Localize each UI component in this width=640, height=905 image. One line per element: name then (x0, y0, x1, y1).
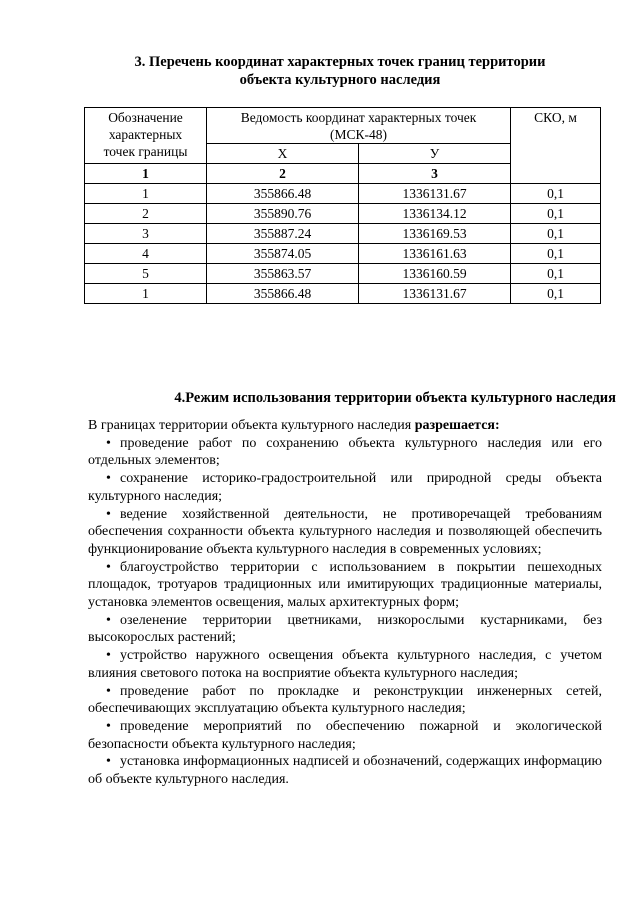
table-row (85, 244, 601, 264)
header-coordinates-line: (МСК-48) (330, 127, 387, 142)
bullet-icon: • (106, 683, 111, 699)
list-item-text: сохранение историко-градостроительной или природной среды объекта культурного наследия; (88, 471, 602, 504)
coordinates-table (84, 107, 601, 304)
section-4-title: 4.Режим использования территории объекта культурного наследия (174, 390, 616, 406)
list-item-text: устройство наружного освещения объекта культурного наследия, с учетом влияния светового потока на восприятие объекта культурного наследия; (88, 648, 602, 681)
bullet-icon: • (106, 718, 111, 734)
cell-sko: 0,1 (511, 244, 601, 264)
list-item (88, 470, 602, 505)
list-item (88, 559, 602, 612)
intro-bold-text: разрешается: (414, 418, 500, 433)
table-header-row (85, 108, 601, 144)
list-item-text: проведение мероприятий по обеспечению пожарной и экологической безопасности объекта культурного наследия; (88, 718, 602, 752)
table-row (85, 264, 601, 284)
header-y: У (359, 144, 511, 164)
list-item (88, 647, 602, 682)
bullet-icon: • (106, 754, 111, 770)
bullet-icon: • (106, 612, 111, 628)
cell-sko: 0,1 (511, 284, 601, 304)
header-coordinates-line: Ведомость координат характерных точек (240, 110, 477, 125)
table-row (85, 204, 601, 224)
list-item-text: проведение работ по сохранению объекта культурного наследия или его отдельных элементов; (88, 435, 602, 469)
bullet-icon: • (106, 648, 111, 664)
cell-point: 1 (85, 284, 207, 304)
cell-x: 355866.48 (207, 184, 359, 204)
list-item-text: установка информационных надписей и обозначений, содержащих информацию об объекте культурного наследия. (88, 754, 602, 788)
cell-point: 3 (85, 224, 207, 244)
header-coordinates (207, 108, 511, 144)
bullet-icon: • (106, 559, 111, 575)
cell-point: 4 (85, 244, 207, 264)
intro-paragraph (88, 417, 602, 435)
list-item-text: ведение хозяйственной деятельности, не противоречащей требованиям обеспечения сохранности объекта культурного наследия и позволяющей обеспечить функционирование объекта культурного наследия в современных условиях; (88, 506, 602, 557)
section-4-body (88, 417, 602, 789)
cell-sko: 0,1 (511, 184, 601, 204)
section-3-title-line-2: объекта культурного наследия (239, 72, 441, 88)
cell-x: 355890.76 (207, 204, 359, 224)
header-sko: СКО, м (511, 108, 601, 184)
list-item (88, 506, 602, 559)
table-row (85, 284, 601, 304)
cell-x: 355863.57 (207, 264, 359, 284)
column-number: 3 (359, 164, 511, 184)
header-points-line: точек границы (103, 144, 188, 159)
list-item (88, 683, 602, 718)
list-item-text: проведение работ по прокладке и реконструкции инженерных сетей, обеспечивающих эксплуатацию объекта культурного наследия; (88, 683, 602, 717)
intro-text: В границах территории объекта культурного наследия (88, 418, 415, 433)
cell-sko: 0,1 (511, 204, 601, 224)
list-item (88, 612, 602, 647)
bullet-icon: • (106, 435, 111, 451)
cell-y: 1336160.59 (359, 264, 511, 284)
cell-y: 1336131.67 (359, 284, 511, 304)
cell-point: 2 (85, 204, 207, 224)
section-3-title (60, 53, 620, 89)
table-row (85, 224, 601, 244)
cell-point: 1 (85, 184, 207, 204)
list-item-text: озеленение территории цветниками, низкорослыми кустарниками, без высокорослых растений; (88, 612, 602, 646)
table-row (85, 184, 601, 204)
header-points-line: Обозначение (108, 110, 183, 125)
cell-y: 1336131.67 (359, 184, 511, 204)
column-number: 1 (85, 164, 207, 184)
cell-sko: 0,1 (511, 224, 601, 244)
header-points-line: характерных (108, 127, 183, 142)
list-item (88, 718, 602, 753)
list-item (88, 753, 602, 788)
cell-sko: 0,1 (511, 264, 601, 284)
cell-x: 355874.05 (207, 244, 359, 264)
header-points (85, 108, 207, 164)
list-item (88, 435, 602, 470)
bullet-icon: • (106, 471, 111, 487)
cell-y: 1336161.63 (359, 244, 511, 264)
cell-point: 5 (85, 264, 207, 284)
cell-x: 355866.48 (207, 284, 359, 304)
cell-x: 355887.24 (207, 224, 359, 244)
list-item-text: благоустройство территории с использованием в покрытии пешеходных площадок, тротуаров традиционных или имитирующих традиционные материалы, установка элементов освещения, малых архитектурных форм; (88, 559, 602, 611)
column-number: 2 (207, 164, 359, 184)
bullet-icon: • (106, 506, 111, 522)
cell-y: 1336134.12 (359, 204, 511, 224)
header-x: X (207, 144, 359, 164)
cell-y: 1336169.53 (359, 224, 511, 244)
section-3-title-line-1: 3. Перечень координат характерных точек границ территории (134, 54, 546, 70)
